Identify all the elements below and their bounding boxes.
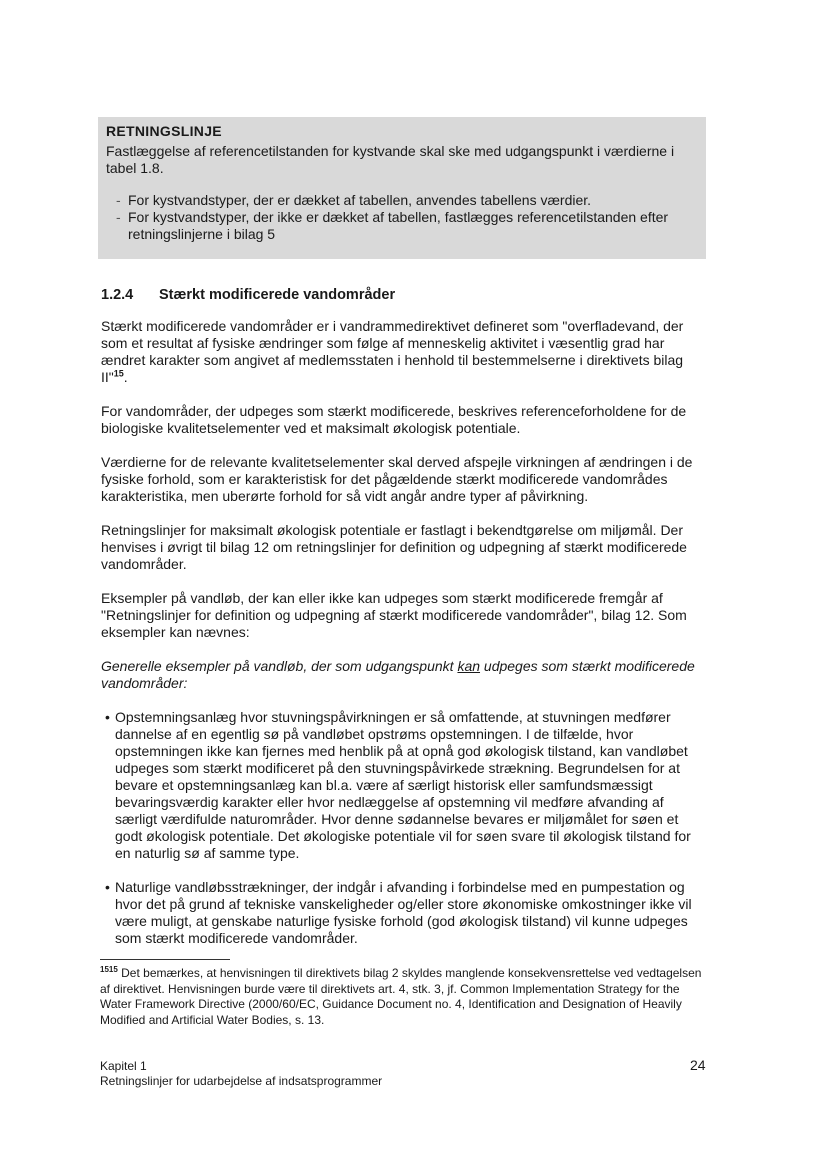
section-heading [101,286,395,304]
footer-subtitle: Retningslinjer for udarbejdelse af indsatsprogrammer [100,1074,383,1088]
paragraph: Værdierne for de relevante kvalitetselementer skal derved afspejle virkningen af ændringen i de fysiske forhold, som er karakteristisk for det pågældende stærkt modificerede vandområdes karakteristika, men uberørte forhold for så vidt angår andre typer af påvirkning. [101,454,693,504]
page-footer [100,1059,382,1089]
guideline-list [106,192,698,243]
examples-lead-underlined: kan [457,658,481,674]
section-number: 1.2.4 [101,287,134,303]
paragraph-end: . [123,369,128,385]
example-item-text: Opstemningsanlæg hvor stuvningspåvirkningen er så omfattende, at stuvningen medfører dannelse af en egentlig sø på vandløbet opstrøms opstemningen. I de tilfælde, hvor opstemningen ikke kan fjernes med henblik på at opnå god økologisk tilstand, kan vandløbet udpeges som stærkt modificeret på den stuvningspåvirkede strækning. Begrundelsen for at bevare et opstemningsanlæg kan bl.a. være af særligt historisk eller samfundsmæssigt bevaringsværdig karakter eller hvor nedlæggelse af opstemning vil medføre afvanding af særligt værdifulde naturområder. Hvor denne sødannelse bevares er miljømålet for søen et godt økologisk potentiale. Det økologiske potentiale vil for søen svare til økologisk tilstand for en naturlig sø af samme type. [115,709,691,861]
footnote-marker: 1515 [100,965,118,974]
guideline-item: - For kystvandstyper, der er dækket af tabellen, anvendes tabellens værdier. [128,192,698,209]
bullet-icon: • [105,709,110,725]
footer-chapter: Kapitel 1 [100,1059,147,1073]
guideline-title: RETNINGSLINJE [106,123,222,139]
paragraph [101,318,707,386]
bullet-icon: • [105,879,110,895]
guideline-box [98,117,706,259]
footnote-ref: 15 [113,368,124,379]
paragraph: Retningslinjer for maksimalt økologisk potentiale er fastlagt i bekendtgørelse om miljømål. Der henvises i øvrigt til bilag 12 om retningslinjer for definition og udpegning af stærkt modificerede vandområder. [101,522,687,572]
body-text [101,318,707,964]
footnote-divider [100,959,230,960]
example-item [101,709,707,862]
footnote-text: Det bemærkes, at henvisningen til direktivets bilag 2 skyldes manglende konsekvensrettelse ved vedtagelsen af direktivet. Henvisningen burde være til direktivets art. 4, stk. 3, jf. Common Implementation Strategy for the Water Framework Directive (2000/60/EC, Guidance Document no. 4, Identification and Designation of Heavily Modified and Artificial Water Bodies, s. 13. [100,966,702,1027]
examples-lead [101,658,707,692]
examples-lead-text: Generelle eksempler på vandløb, der som udgangspunkt [101,658,458,674]
example-item-text: Naturlige vandløbsstrækninger, der indgår i afvanding i forbindelse med en pumpestation og hvor det på grund af tekniske vanskeligheder og/eller store økonomiske omkostninger ikke vil være muligt, at genskabe naturlige fysiske forhold (god økologisk tilstand) vil kunne udpeges som stærkt modificerede vandområder. [115,879,692,946]
page-number: 24 [690,1057,706,1073]
paragraph: Eksempler på vandløb, der kan eller ikke kan udpeges som stærkt modificerede fremgår af "Retningslinjer for definition og udpegning af stærkt modificerede vandområder", bilag 12. Som eksempler kan nævnes: [101,590,687,640]
footnote [100,966,708,1028]
examples-lead-text: udpeges som stærkt modificerede vandområder: [101,658,695,691]
paragraph: For vandområder, der udpeges som stærkt modificerede, beskrives referenceforholdene for de biologiske kvalitetselementer ved et maksimalt økologisk potentiale. [101,403,687,436]
paragraph-text: Stærkt modificerede vandområder er i vandrammedirektivet defineret som "overfladevand, der som et resultat af fysiske ændringer som følge af menneskelig aktivitet i væsentlig grad har ændret karakter som angivet af medlemsstaten i henhold til bestemmelserne i direktivets bilag II" [101,318,684,385]
example-item [101,879,707,947]
guideline-text: Fastlæggelse af referencetilstanden for kystvande skal ske med udgangspunkt i værdierne i tabel 1.8. [106,143,675,176]
section-title: Stærkt modificerede vandområder [159,287,396,303]
guideline-item: - For kystvandstyper, der ikke er dækket af tabellen, fastlægges referencetilstanden efter retningslinjerne i bilag 5 [128,209,698,243]
